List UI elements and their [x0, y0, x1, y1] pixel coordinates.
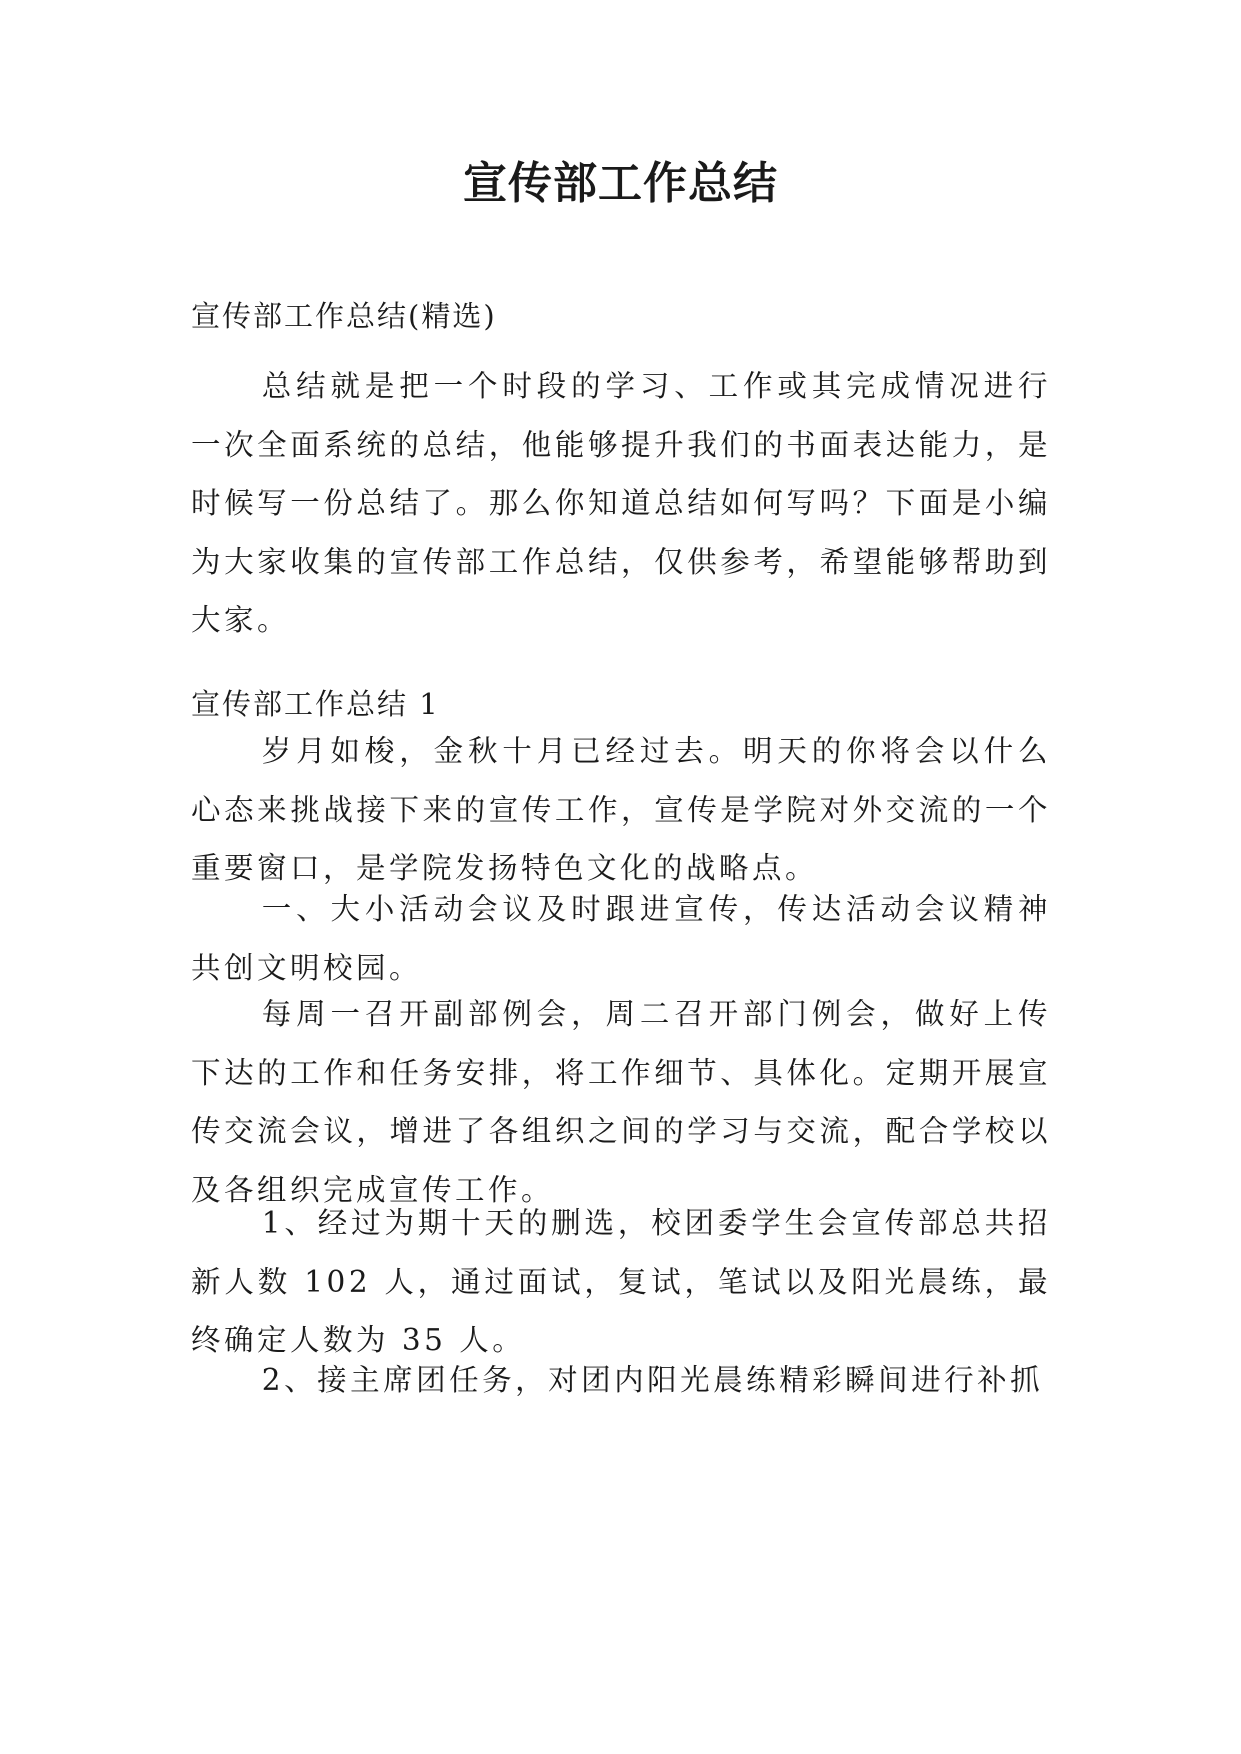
body-paragraph: 1、经过为期十天的删选，校团委学生会宣传部总共招新人数 102 人，通过面试，复试，笔试以及阳光晨练，最终确定人数为 35 人。: [191, 1206, 1051, 1357]
section-heading: 宣传部工作总结 1: [191, 687, 440, 721]
document-subtitle: 宣传部工作总结(精选): [191, 299, 497, 333]
intro-paragraph: 总结就是把一个时段的学习、工作或其完成情况进行一次全面系统的总结，他能够提升我们的书面表达能力，是时候写一份总结了。那么你知道总结如何写吗？下面是小编为大家收集的宣传部工作总结，仅供参考，希望能够帮助到大家。: [191, 369, 1051, 637]
body-paragraph: 2、接主席团任务，对团内阳光晨练精彩瞬间进行补抓: [261, 1363, 1044, 1397]
body-paragraph: 岁月如梭，金秋十月已经过去。明天的你将会以什么心态来挑战接下来的宣传工作，宣传是学院对外交流的一个重要窗口，是学院发扬特色文化的战略点。: [191, 734, 1051, 885]
body-paragraph: 每周一召开副部例会，周二召开部门例会，做好上传下达的工作和任务安排，将工作细节、具体化。定期开展宣传交流会议，增进了各组织之间的学习与交流，配合学校以及各组织完成宣传工作。: [191, 997, 1051, 1207]
document-title: 宣传部工作总结: [463, 158, 778, 209]
body-paragraph: 一、大小活动会议及时跟进宣传，传达活动会议精神共创文明校园。: [191, 892, 1051, 985]
